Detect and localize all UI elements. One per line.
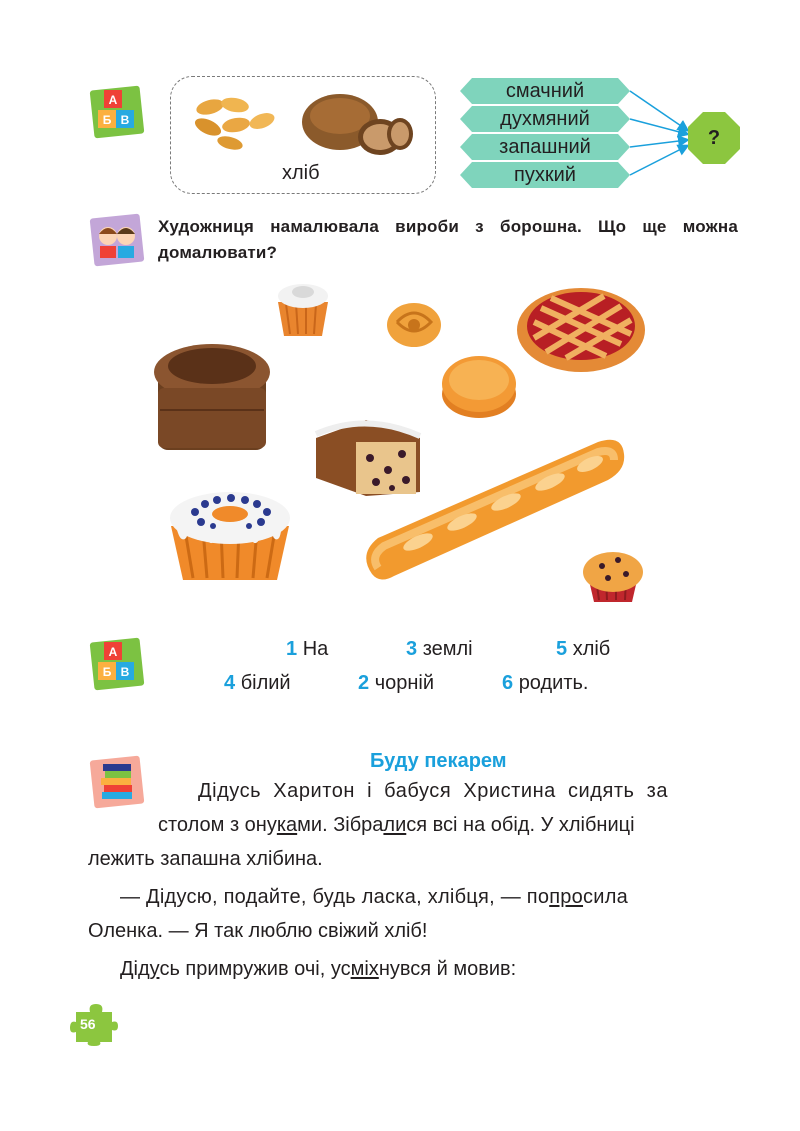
- bread-loaf-image: [300, 92, 415, 163]
- story-line-1: Дідусь Харитон і бабуся Христина сидять за: [198, 780, 669, 802]
- svg-text:В: В: [120, 665, 130, 679]
- abc-blocks-icon-2: [88, 634, 146, 692]
- story-title: Буду пекарем: [370, 750, 507, 772]
- story-line-3: лежить запашна хлібина.: [88, 848, 323, 870]
- svg-text:А: А: [108, 93, 118, 107]
- story-line-4: — Дідусю, подайте, будь ласка, хлібця, — попросила: [120, 886, 628, 908]
- round-bun-image: [440, 354, 518, 425]
- cherry-pie-image: [516, 282, 646, 379]
- svg-text:Б: Б: [102, 665, 112, 679]
- word-tag-1: смачний: [460, 78, 630, 104]
- story-line-6: Дідусь примружив очі, усміхнувся й мовив:: [120, 958, 517, 980]
- scrambled-word-5: 5 хліб: [556, 638, 611, 660]
- word-tag-2: духмяний: [460, 106, 630, 132]
- question-octagon: ?: [688, 112, 740, 164]
- abc-blocks-icon: [88, 82, 146, 140]
- page-number: 56: [80, 1016, 96, 1032]
- books-icon: [88, 752, 146, 810]
- swirl-cookie-image: [385, 300, 443, 355]
- scrambled-word-4: 4 білий: [224, 672, 291, 694]
- scrambled-word-6: 6 родить.: [502, 672, 589, 694]
- wheat-grains-image: [190, 95, 280, 160]
- muffin-image: [580, 546, 646, 609]
- scrambled-word-2: 2 чорній: [358, 672, 435, 694]
- svg-text:В: В: [120, 113, 130, 127]
- bundt-cake-small-image: [272, 278, 334, 343]
- artist-children-icon: [88, 210, 146, 268]
- scrambled-word-3: 3 землі: [406, 638, 473, 660]
- blueberry-bundt-cake-image: [165, 484, 295, 589]
- story-line-5: Оленка. — Я так люблю свіжий хліб!: [88, 920, 428, 942]
- word-tag-4: пухкий: [460, 162, 630, 188]
- rye-bread-image: [150, 340, 272, 461]
- bread-label: хліб: [282, 162, 320, 184]
- task-instruction: Художниця намалювала вироби з борошна. Що ще можна домалювати?: [158, 217, 738, 262]
- story-line-2: столом з онуками. Зібралися всі на обід. У хлібниці: [158, 814, 635, 836]
- scrambled-word-1: 1 На: [286, 638, 329, 660]
- word-tag-3: запашний: [460, 134, 630, 160]
- svg-text:А: А: [108, 645, 118, 659]
- svg-text:Б: Б: [102, 113, 112, 127]
- arrows-to-question: [625, 80, 695, 190]
